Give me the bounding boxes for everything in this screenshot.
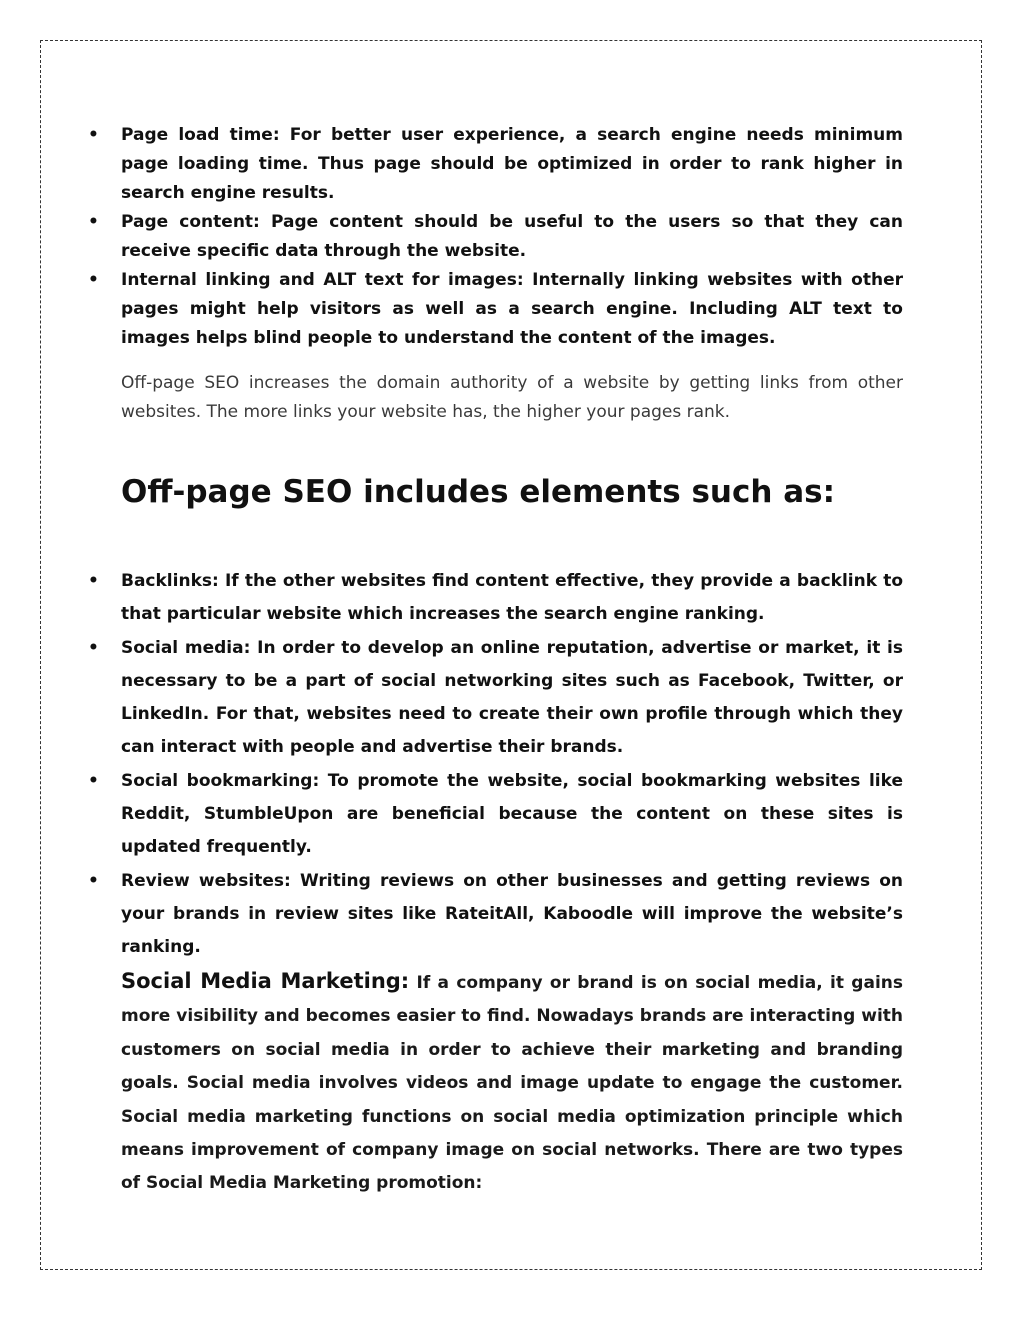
item-text: Page content should be useful to the users so that they can receive specific data through the website.	[121, 212, 904, 261]
list-item	[0, 765, 903, 865]
item-label: Internal linking and ALT text for images:	[121, 270, 524, 290]
bullet-icon: •	[88, 212, 99, 232]
bullet-icon: •	[88, 571, 99, 591]
offpage-elements-list	[0, 565, 903, 965]
smm-text: If a company or brand is on social media, it gains more visibility and becomes easier to find. Nowadays brands are interacting with customers on social media in order to achieve their marketing and branding goals. Social media involves videos and image update to engage the customer. Social media marketing functions on social media optimization principle which means improvement of company image on social networks. There are two types of Social Media Marketing promotion:	[121, 973, 903, 1194]
item-label: Page content:	[121, 212, 260, 232]
item-label: Backlinks:	[121, 571, 219, 591]
bullet-icon: •	[88, 637, 99, 658]
offpage-note: Off-page SEO increases the domain authority of a website by getting links from other websites. The more links your website has, the higher your pages rank.	[121, 373, 903, 422]
bullet-icon: •	[88, 870, 99, 891]
item-text: If the other websites find content effective, they provide a backlink to that particular website which increases the search engine ranking.	[121, 571, 903, 625]
item-label: Page load time:	[121, 125, 280, 145]
item-label: Review websites:	[121, 870, 291, 891]
bullet-icon: •	[88, 770, 99, 791]
item-text: In order to develop an online reputation, advertise or market, it is necessary to be a part of social networking sites such as Facebook, Twitter, or LinkedIn. For that, websites need to create their own profile through which they can interact with people and advertise their brands.	[121, 637, 904, 758]
bullet-icon: •	[88, 125, 99, 145]
item-text: Internally linking websites with other pages might help visitors as well as a search engine. Including ALT text to images helps blind people to understand the content of the images.	[121, 270, 903, 348]
item-label: Social bookmarking:	[121, 770, 320, 791]
smm-title: Social Media Marketing:	[121, 969, 410, 993]
onpage-factors-list	[0, 121, 903, 353]
list-item	[0, 121, 903, 208]
item-label: Social media:	[121, 637, 251, 658]
list-item	[0, 266, 903, 353]
item-text: For better user experience, a search engine needs minimum page loading time. Thus page should be optimized in order to rank higher in search engine results.	[121, 125, 903, 203]
list-item	[0, 632, 903, 765]
list-item	[0, 565, 903, 632]
item-text: Writing reviews on other businesses and getting reviews on your brands in review sites like RateitAll, Kaboodle will improve the website’s ranking.	[121, 870, 904, 958]
section-heading: Off-page SEO includes elements such as:	[121, 474, 835, 510]
bullet-icon: •	[88, 270, 99, 290]
item-text: To promote the website, social bookmarking websites like Reddit, StumbleUpon are beneficial because the content on these sites is updated frequently.	[121, 770, 903, 858]
list-item	[0, 208, 903, 266]
list-item	[0, 865, 903, 965]
smm-paragraph	[121, 965, 903, 1201]
